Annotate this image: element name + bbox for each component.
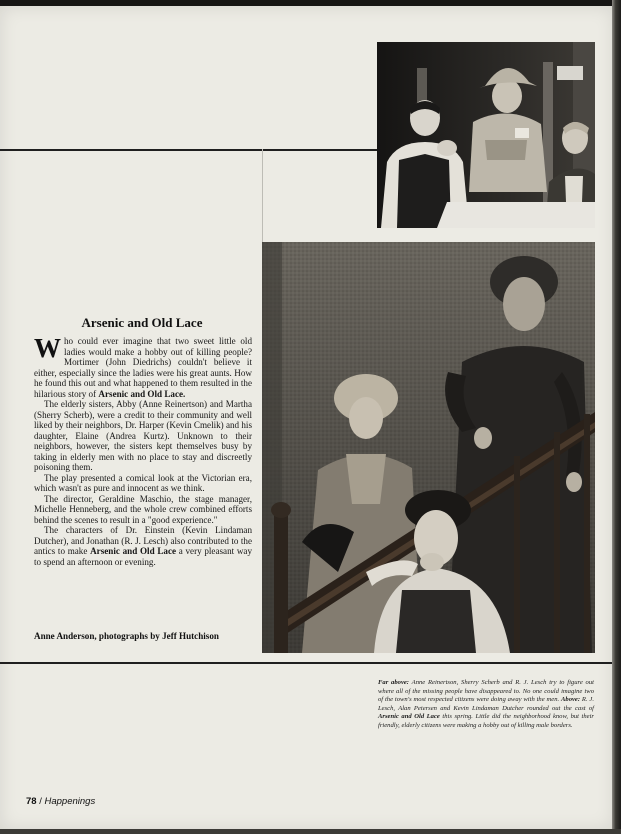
photo-staircase-scene xyxy=(262,242,595,653)
page-folio xyxy=(26,796,95,807)
article-paragraph-5 xyxy=(34,525,252,567)
article-title: Arsenic and Old Lace xyxy=(81,315,203,330)
article-paragraph-3: The play presented a comical look at the Victorian era, which wasn't as pure and innocent as we think. xyxy=(34,472,252,493)
caption-text-2: R. J. Lesch, Alan Petersen and Kevin Lindaman Dutcher rounded out the cast of xyxy=(378,696,594,712)
article-paragraph-4: The director, Geraldine Maschio, the stage manager, Michelle Henneberg, and the whole crew combined efforts behind the scenes to result in a "good experience." xyxy=(34,493,252,525)
page-number: 78 xyxy=(26,796,37,807)
caption-label-above: Above: xyxy=(561,696,581,704)
page-bottom-edge xyxy=(0,829,621,834)
top-rule xyxy=(0,149,378,151)
caption-text-1: Anne Reinertson, Sherry Scherb and R. J. Lesch try to figure out where all of the missing people have disappeared to. No one could imagine two of the town's most respected citizens were doing away with the men. xyxy=(378,679,594,704)
caption-label-far-above: Far above: xyxy=(378,679,409,686)
photo-caption xyxy=(378,679,594,731)
caption-text-3: this spring. Little did the neighborhood know, but their friendly, elderly citizens were making a hobby out of killing male borders. xyxy=(378,713,594,729)
page-right-edge xyxy=(612,0,621,834)
bottom-rule xyxy=(0,662,614,664)
drop-cap: W xyxy=(34,333,61,363)
article-body xyxy=(34,333,252,567)
photo-three-actors xyxy=(377,42,595,228)
paragraph-1-play-title: Arsenic and Old Lace. xyxy=(98,388,186,399)
paragraph-5-text-a: The characters of Dr. Einstein (Kevin Lindaman Dutcher), and Jonathan (R. J. Lesch) also contributed to the antics to make xyxy=(34,525,252,556)
article-paragraph-2: The elderly sisters, Abby (Anne Reinertson) and Martha (Sherry Scherb), were a credit to their community and well liked by their neighbors, Dr. Harper (Kevin Cmelik) and his daughter, Elaine (Andrea Kurtz). Unknown to their neighbors, however, the sisters kept themselves busy by taking in elderly men with no place to stay and discreetly poisoning them. xyxy=(34,399,252,472)
paragraph-5-play-title: Arsenic and Old Lace xyxy=(90,546,177,556)
article-paragraph-1 xyxy=(34,333,252,399)
paragraph-1-text: ho could ever imagine that two sweet little old ladies would make a hobby out of killing people? Mortimer (John Diedrichs) couldn't believe it either, especially since the ladies were his great aunts. How he found this out and what happened to them resulted in the hilarious story of xyxy=(34,336,252,399)
left-column-guide xyxy=(262,149,263,243)
folio-separator: / xyxy=(36,796,45,807)
paragraph-5-text-b: a very pleasant way to spend an afternoon or evening. xyxy=(34,546,252,567)
caption-play-title: Arsenic and Old Lace xyxy=(378,713,440,721)
section-name: Happenings xyxy=(44,796,96,807)
yearbook-page xyxy=(0,6,614,830)
byline-credit: Anne Anderson, photographs by Jeff Hutchison xyxy=(34,631,219,641)
